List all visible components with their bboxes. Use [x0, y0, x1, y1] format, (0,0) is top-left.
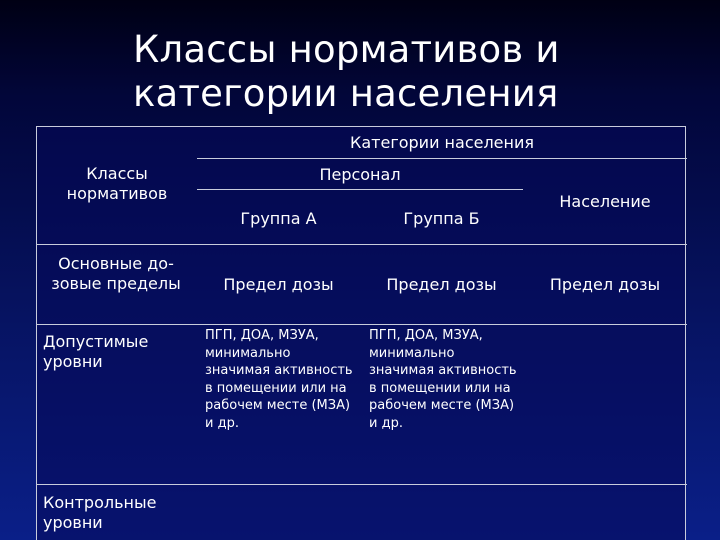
header-classes-cell: Классы нормативов: [66, 164, 168, 203]
slide-title-line-2: категории населения: [133, 72, 559, 115]
row-2-group-b: ПГП, ДОА, МЗУА, минимально значимая активность в помещении или на рабочем месте (МЗА) и др.: [369, 328, 517, 431]
row-2-group-a: ПГП, ДОА, МЗУА, минимально значимая активность в помещении или на рабочем месте (МЗА) и др.: [205, 328, 353, 431]
header-group-a-cell: Группа А: [240, 209, 317, 228]
slide-title: [133, 28, 693, 116]
header-divider-personnel: [197, 189, 523, 190]
header-categories-cell: Категории населения: [349, 133, 535, 152]
row-1-population: Предел дозы: [549, 275, 661, 294]
header-personnel-cell: Персонал: [319, 165, 401, 184]
row-divider-1: [37, 324, 687, 325]
header-divider-categories: [197, 158, 687, 159]
header-bottom-divider: [37, 244, 687, 245]
row-1-group-b: Предел дозы: [386, 275, 497, 294]
slide-title-line-1: Классы нормативов и: [133, 28, 560, 71]
norms-table: [36, 126, 686, 540]
row-1-group-a: Предел дозы: [223, 275, 334, 294]
row-label-control-levels: Контрольные уровни: [43, 493, 157, 532]
row-label-permissible-levels: Допустимые уровни: [43, 332, 149, 371]
header-population-cell: Население: [559, 192, 651, 211]
header-group-b-cell: Группа Б: [403, 209, 480, 228]
row-divider-2: [37, 484, 687, 485]
row-label-dose-limits: Основные до-зовые пределы: [51, 254, 181, 293]
